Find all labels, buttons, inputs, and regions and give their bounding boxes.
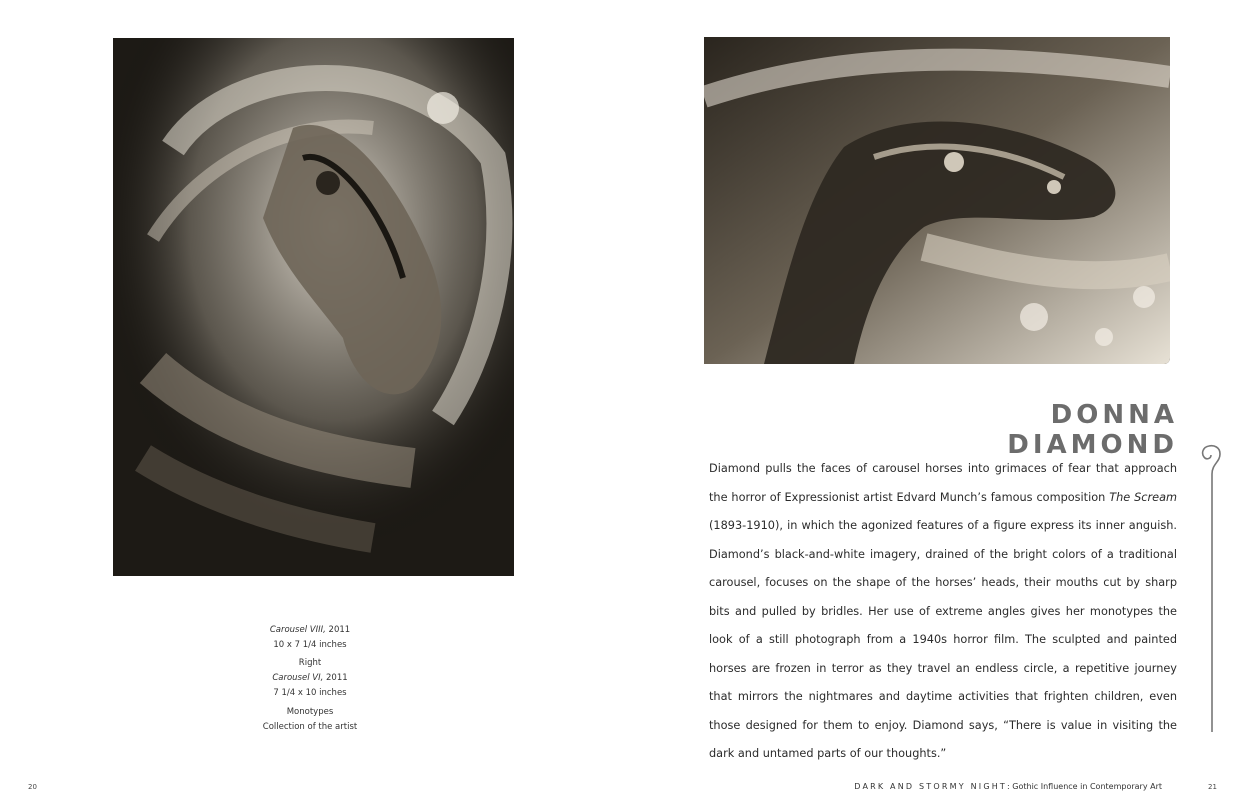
caption-year-1: 2011 [325,625,351,635]
page-number-right: 21 [1208,783,1217,791]
caption-line-2 [230,671,390,686]
caption-dims-2: 7 1/4 x 10 inches [273,688,347,698]
horse-head-artwork-icon [704,37,1170,364]
caption-title-1: Carousel VIII, [269,625,326,635]
caption-title-2: Carousel VI, [272,673,324,683]
running-head-title: DARK AND STORMY NIGHT [854,782,1008,791]
running-head [700,782,1162,791]
horse-head-artwork-icon [113,38,514,576]
work-title: The Scream [1109,490,1177,504]
caption-year-2: 2011 [323,673,348,683]
body-text-part-2: (1893-1910), in which the agonized features of a figure express its inner anguish. Diamond’s black-and-white imagery, drained of the bright colors of a traditional carousel, focuses on the shape of the horses’ heads, their mouths cut by sharp bits and pulled by bridles. Her use of extreme angles gives her monotypes the look of a still photograph from a 1940s horror film. The sculpted and painted horses are frozen in terror as they travel an endless circle, a repetitive journey that mirrors the nightmares and daytime activities that frighten children, even those designed for them to enjoy. Diamond says, “There is value in visiting the dark and untamed parts of our thoughts.” [709,519,1177,760]
caption-medium: Monotypes [286,707,334,717]
artist-name-heading: DONNA DIAMOND [1007,400,1178,460]
body-text-part-1: Diamond pulls the faces of carousel horses into grimaces of fear that approach the horror of Expressionist artist Edvard Munch’s famous composition [709,462,1177,504]
body-paragraph [709,455,1177,769]
running-head-subtitle: : Gothic Influence in Contemporary Art [1007,782,1162,791]
caption-line-1 [230,623,390,638]
artwork-left [113,38,514,576]
page-number-left: 20 [28,783,37,791]
artwork-right [704,37,1170,364]
caption-position: Right [298,658,322,668]
carousel-pole-icon [1198,444,1222,734]
caption-collection: Collection of the artist [262,722,358,732]
caption-dims-1: 10 x 7 1/4 inches [273,640,347,650]
